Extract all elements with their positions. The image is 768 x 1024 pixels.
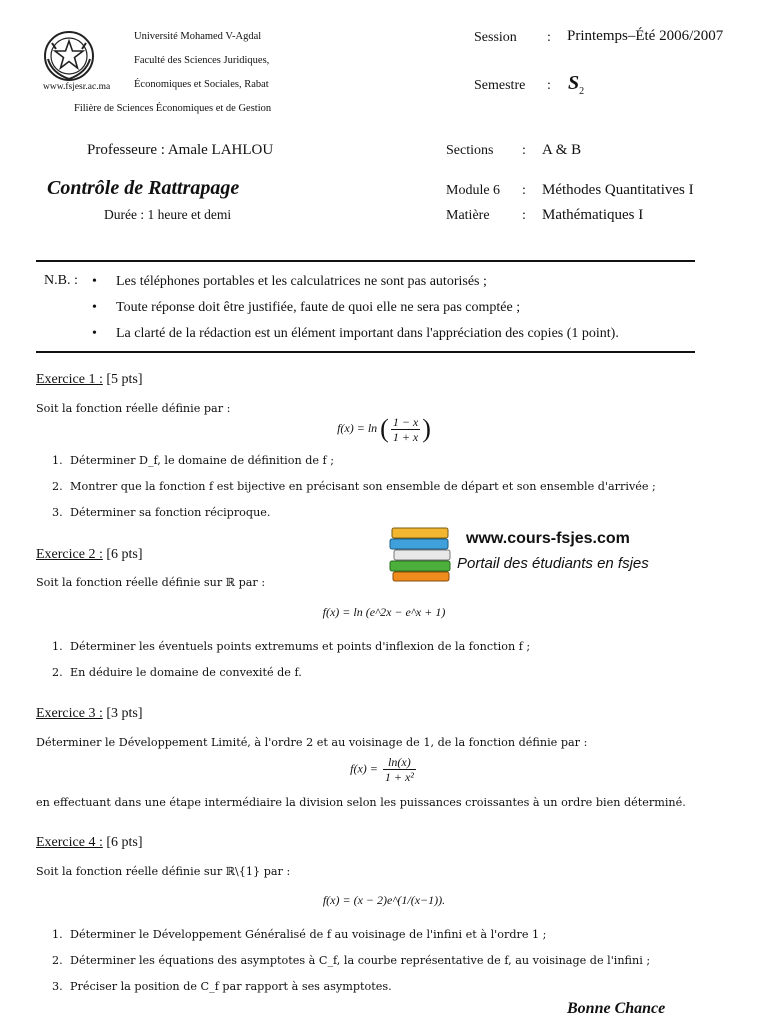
exercise-3-intro: Déterminer le Développement Limité, à l'ordre 2 et au voisinage de 1, de la fonction définie par : [36,736,588,749]
nb-list [92,273,619,351]
university-logo [42,29,96,83]
exercise-3-title [36,706,143,722]
list-number: 1. [52,454,63,467]
list-text: En déduire le domaine de convexité de f. [70,666,302,679]
semestre-value [568,72,584,97]
nb-item [92,325,619,351]
list-number: 3. [52,980,63,993]
exercise-1-intro: Soit la fonction réelle définie par : [36,402,231,415]
exam-title: Contrôle de Rattrapage [47,177,240,199]
list-number: 2. [52,954,63,967]
exercise-1-numerator: 1 − x [392,414,419,429]
sections-sep: : [522,143,526,158]
list-text: Déterminer D_f, le domaine de définition de f ; [70,454,335,467]
paren-close: ) [422,414,431,443]
matiere-label: Matière [446,208,490,223]
books-icon [388,524,454,582]
module-label: Module 6 [446,183,501,198]
list-number: 2. [52,480,63,493]
exercise-1-denominator: 1 + x [392,429,419,444]
university-name: Université Mohamed V-Agdal [134,31,262,42]
exercise-2-points: [6 pts] [106,547,143,562]
nb-label: N.B. : [44,273,78,288]
semestre-letter: S [568,72,580,94]
bullet-icon: • [92,326,97,341]
list-item [52,980,650,1006]
exercise-3-points: [3 pts] [106,706,143,721]
session-value: Printemps–Été 2006/2007 [567,28,724,44]
nb-bottom-rule [36,351,695,353]
session-label: Session [474,30,517,45]
exercise-3-fraction [383,755,416,784]
exercise-2-list [52,640,530,692]
sections-value: A & B [542,142,582,158]
filiere-line: Filière de Sciences Économiques et de Gestion [74,103,272,114]
exercise-1-formula [0,414,768,444]
exercise-1-label: Exercice 1 : [36,372,103,387]
exercise-4-label: Exercice 4 : [36,835,103,850]
list-text: Déterminer le Développement Généralisé de f au voisinage de l'infini et à l'ordre 1 ; [70,928,547,941]
list-item [52,506,656,532]
list-item [52,454,656,480]
exercise-1-formula-lhs: f(x) = ln [337,420,378,435]
list-item [52,480,656,506]
sections-label: Sections [446,143,494,158]
list-number: 1. [52,640,63,653]
exercise-2-intro: Soit la fonction réelle définie sur ℝ par : [36,576,266,589]
exercise-4-title [36,835,143,851]
exercise-4-list [52,928,650,1006]
exercise-1-fraction [391,415,420,444]
exercise-4-points: [6 pts] [106,835,143,850]
nb-item [92,273,619,299]
list-item [52,640,530,666]
exercise-4-formula: f(x) = (x − 2)e^(1/(x−1)). [322,893,446,907]
list-text: Déterminer les équations des asymptotes à C_f, la courbe représentative de f, au voisinage de l'infini ; [70,954,651,967]
session-sep: : [547,30,551,45]
exercise-3-label: Exercice 3 : [36,706,103,721]
exercise-3-formula [0,755,768,784]
list-text: Déterminer sa fonction réciproque. [70,506,271,519]
paren-open: ( [380,414,389,443]
exercise-3-denominator: 1 + x² [384,770,414,784]
university-block [134,30,344,102]
matiere-sep: : [522,208,526,223]
exam-duration: Durée : 1 heure et demi [104,207,232,222]
nb-item [92,299,619,325]
list-item [52,928,650,954]
nb-item-text: Les téléphones portables et les calculatrices ne sont pas autorisés ; [116,274,487,289]
nb-item-text: Toute réponse doit être justifiée, faute de quoi elle ne sera pas comptée ; [116,300,521,315]
module-sep: : [522,183,526,198]
exercise-4-intro: Soit la fonction réelle définie sur ℝ\{1} par : [36,865,291,878]
semestre-sep: : [547,78,551,93]
semestre-number: 2 [579,86,585,97]
professor-name: Professeure : Amale LAHLOU [87,142,274,158]
exercise-2-label: Exercice 2 : [36,547,103,562]
bullet-icon: • [92,274,97,289]
list-text: Montrer que la fonction f est bijective en précisant son ensemble de départ et son ensemble d'arrivée ; [70,480,656,493]
list-text: Préciser la position de C_f par rapport à ses asymptotes. [70,980,392,993]
faculty-line1: Faculté des Sciences Juridiques, [134,55,270,66]
banner-subtitle: Portail des étudiants en fsjes [457,555,649,572]
exercise-1-title [36,372,143,388]
nb-top-rule [36,260,695,262]
list-number: 2. [52,666,63,679]
exercise-3-numerator: ln(x) [383,755,416,770]
logo-url-text: www.fsjesr.ac.ma [43,82,111,92]
list-number: 1. [52,928,63,941]
list-text: Déterminer les éventuels points extremums et points d'inflexion de la fonction f ; [70,640,531,653]
closing-text: Bonne Chance [567,1000,666,1017]
exercise-1-points: [5 pts] [106,372,143,387]
nb-item-text: La clarté de la rédaction est un élément important dans l'appréciation des copies (1 point). [116,326,619,341]
exercise-3-outro: en effectuant dans une étape intermédiaire la division selon les puissances croissantes à un ordre bien déterminé. [36,796,686,809]
semestre-label: Semestre [474,78,526,93]
list-number: 3. [52,506,63,519]
banner-url: www.cours-fsjes.com [466,530,630,547]
list-item [52,954,650,980]
list-item [52,666,530,692]
bullet-icon: • [92,300,97,315]
matiere-value: Mathématiques I [542,207,644,223]
exercise-2-formula: f(x) = ln (e^2x − e^x + 1) [322,605,446,619]
exercise-1-list [52,454,656,532]
exercise-3-formula-lhs: f(x) = [350,761,378,776]
exercise-2-title [36,547,143,563]
module-value: Méthodes Quantitatives I [542,182,694,198]
faculty-line2: Économiques et Sociales, Rabat [134,79,269,90]
